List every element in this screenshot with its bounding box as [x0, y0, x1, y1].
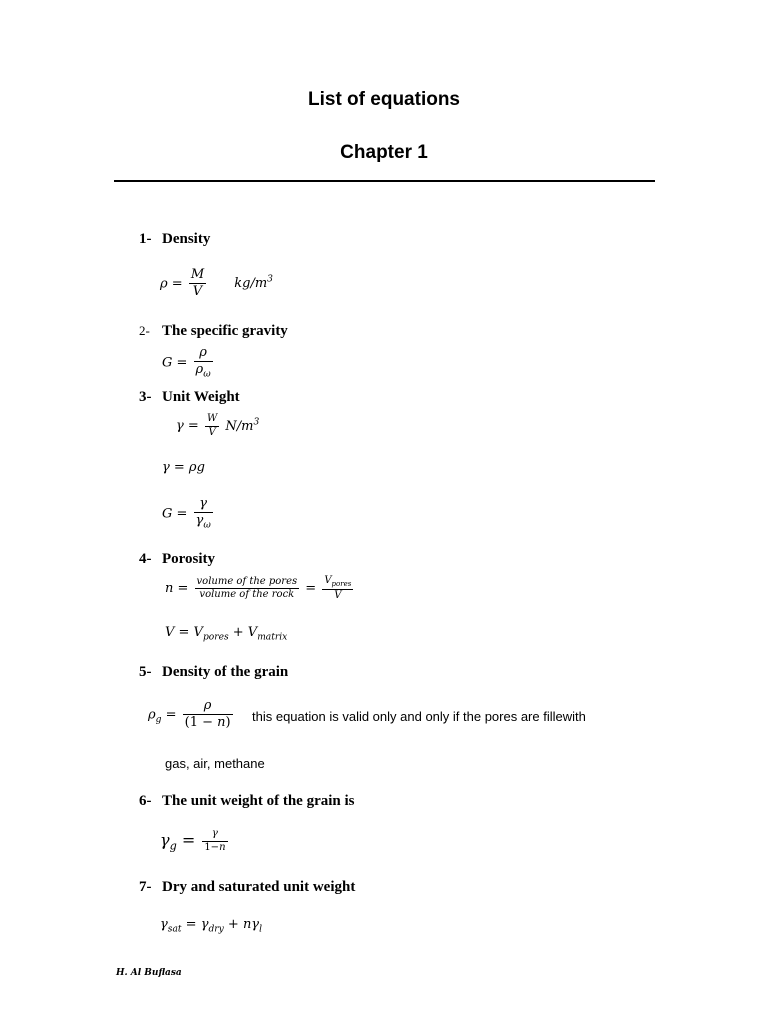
grain-density-note: this equation is valid only and only if the pores are fillewith: [252, 709, 586, 724]
density-unit: $kg/m^3$: [234, 274, 273, 292]
section-heading-specific-gravity: 2- The specific gravity: [139, 323, 288, 339]
unit-weight-unit: $N/m^3$: [225, 417, 260, 434]
equation-grain-density: $\rho_g$ = $\frac{\rho}{(1 - n)}$: [148, 698, 231, 731]
section-heading-dry-saturated: 7- Dry and saturated unit weight: [139, 879, 356, 895]
section-heading-grain-unit-weight: 6- The unit weight of the grain is: [139, 793, 355, 809]
equation-total-volume: $V = V_{pores} + V_{matrix}$: [165, 625, 288, 643]
equation-unit-weight: γ = $\frac{W}{V}$ $N/m^3$: [176, 413, 260, 438]
section-heading-grain-density: 5- Density of the grain: [139, 664, 289, 680]
equation-density: ρ = $\frac{M}{V}$ $kg/m^3$: [160, 267, 273, 300]
equation-saturated-unit-weight: $\gamma_{sat} = \gamma_{dry} + n\gamma_l$: [160, 917, 263, 935]
section-heading-density: 1- Density: [139, 231, 211, 247]
grain-density-note-continued: gas, air, methane: [165, 756, 265, 771]
equation-specific-gravity-gamma: G = $\frac{\gamma}{\gamma_\omega}$: [162, 496, 211, 531]
chapter-heading: Chapter 1: [340, 142, 428, 163]
heading-divider: [114, 180, 655, 182]
equation-specific-gravity: G = $\frac{\rho}{\rho_\omega}$: [162, 345, 211, 380]
equation-porosity: n = $\frac{\text{volume of the pores}}{\text{volume of the rock}}$ = $\frac{V_{pores}}{V}$: [165, 575, 352, 601]
author-signature: H. Al Buflasa: [116, 968, 182, 978]
page-title: List of equations: [308, 89, 460, 110]
section-heading-porosity: 4- Porosity: [139, 551, 216, 567]
equation-gamma-rho-g: γ = ρg: [162, 460, 205, 475]
section-heading-unit-weight: 3- Unit Weight: [139, 389, 240, 405]
equation-grain-unit-weight: $\gamma_g$ = $\frac{\gamma}{1-n}$: [160, 828, 226, 853]
